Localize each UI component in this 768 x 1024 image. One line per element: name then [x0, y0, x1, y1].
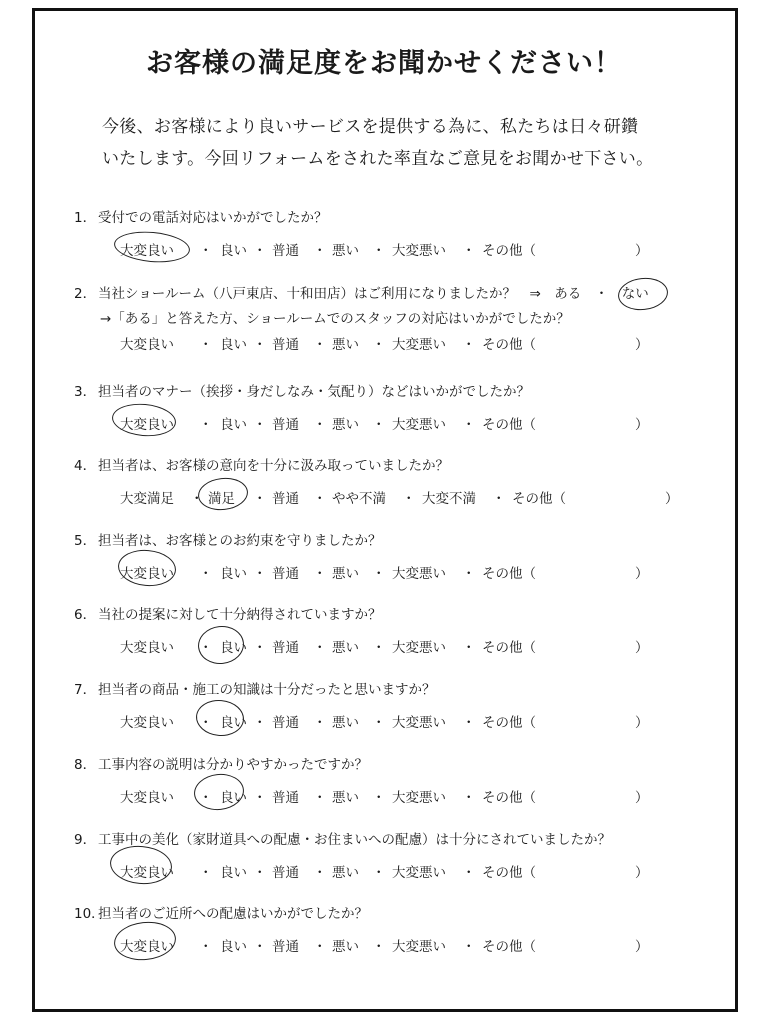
other-paren-close: ）: [635, 337, 649, 353]
answer-option[interactable]: 悪い: [332, 640, 359, 656]
option-separator: ・: [313, 491, 327, 507]
answer-option[interactable]: 大変良い: [120, 939, 174, 955]
answer-option[interactable]: 大変悪い: [392, 640, 446, 656]
answer-option[interactable]: 大変良い: [120, 337, 174, 353]
other-paren-close: ）: [665, 491, 679, 507]
answer-option[interactable]: 大変良い: [120, 865, 174, 881]
option-separator: ・: [462, 865, 476, 881]
answer-option[interactable]: 良い: [220, 865, 247, 881]
option-separator: ・: [372, 337, 386, 353]
question-7: [74, 680, 436, 700]
answer-option[interactable]: その他（: [482, 790, 536, 806]
answer-option[interactable]: その他（: [482, 243, 536, 259]
question-2: [74, 284, 649, 304]
answer-option[interactable]: 普通: [272, 417, 299, 433]
question-5-options: [120, 564, 680, 584]
question-number: 1．: [74, 210, 97, 226]
answer-option[interactable]: 大変悪い: [392, 243, 446, 259]
question-8: [74, 755, 368, 775]
question-6: [74, 605, 382, 625]
option-separator: ・: [462, 790, 476, 806]
option-separator: ・: [372, 939, 386, 955]
question-text: 担当者の商品・施工の知識は十分だったと思いますか？: [98, 682, 436, 698]
answer-option[interactable]: その他（: [512, 491, 566, 507]
answer-option[interactable]: 良い: [220, 939, 247, 955]
answer-option[interactable]: その他（: [482, 566, 536, 582]
question-1-options: [120, 241, 680, 261]
answer-option[interactable]: 普通: [272, 640, 299, 656]
other-paren-close: ）: [635, 566, 649, 582]
question-4-options: [120, 489, 680, 509]
question-number: 2．: [74, 286, 97, 302]
question-text: 工事内容の説明は分かりやすかったですか？: [98, 757, 368, 773]
option-separator: ・: [462, 640, 476, 656]
question-text: 当社の提案に対して十分納得されていますか？: [98, 607, 382, 623]
other-paren-close: ）: [635, 417, 649, 433]
option-separator: ・: [199, 243, 213, 259]
answer-option[interactable]: 大変満足: [120, 491, 174, 507]
answer-option[interactable]: 悪い: [332, 939, 359, 955]
option-separator: ・: [253, 417, 267, 433]
option-separator: ・: [372, 566, 386, 582]
answer-option[interactable]: 大変悪い: [392, 417, 446, 433]
option-separator: ・: [253, 939, 267, 955]
question-2-options: [120, 335, 680, 355]
answer-option[interactable]: 普通: [272, 865, 299, 881]
question-3-options: [120, 415, 680, 435]
option-separator: ・: [313, 865, 327, 881]
answer-option[interactable]: 大変良い: [120, 243, 174, 259]
answer-option[interactable]: その他（: [482, 715, 536, 731]
question-2-followup: →「ある」と答えた方、ショールームでのスタッフの対応はいかがでしたか？: [100, 311, 570, 327]
option-separator: ・: [372, 715, 386, 731]
question-number: 9．: [74, 832, 97, 848]
other-paren-close: ）: [635, 640, 649, 656]
option-separator: ・: [253, 491, 267, 507]
question-number: 8．: [74, 757, 97, 773]
answer-option[interactable]: 満足: [208, 491, 235, 507]
question-3: [74, 382, 530, 402]
answer-option[interactable]: 良い: [220, 337, 247, 353]
answer-option[interactable]: 悪い: [332, 243, 359, 259]
option-separator: ・: [253, 790, 267, 806]
option-separator: ・: [253, 337, 267, 353]
answer-option[interactable]: その他（: [482, 865, 536, 881]
answer-option[interactable]: 普通: [272, 337, 299, 353]
question-1: [74, 208, 328, 228]
option-separator: ・: [372, 243, 386, 259]
question-8-options: [120, 788, 680, 808]
option-separator: ・: [313, 790, 327, 806]
option-separator: ・: [199, 790, 213, 806]
question-number: 7．: [74, 682, 97, 698]
question-6-options: [120, 638, 680, 658]
answer-option[interactable]: 大変悪い: [392, 566, 446, 582]
question-4: [74, 456, 449, 476]
answer-option[interactable]: その他（: [482, 640, 536, 656]
option-separator: ・: [462, 417, 476, 433]
option-separator: ・: [199, 337, 213, 353]
option-separator: ・: [253, 243, 267, 259]
option-separator: ・: [402, 491, 416, 507]
answer-option[interactable]: 悪い: [332, 566, 359, 582]
question-text: 担当者は、お客様とのお約束を守りましたか？: [98, 533, 382, 549]
answer-option[interactable]: 悪い: [332, 865, 359, 881]
question-number: 4．: [74, 458, 97, 474]
question-number: 6．: [74, 607, 97, 623]
option-separator: ・: [372, 640, 386, 656]
question-text: 受付での電話対応はいかがでしたか？: [98, 210, 328, 226]
question-text: 工事中の美化（家財道具への配慮・お住まいへの配慮）は十分にされていましたか？: [98, 832, 611, 848]
option-separator: ・: [199, 865, 213, 881]
question-text: 担当者のマナー（挨拶・身だしなみ・気配り）などはいかがでしたか？: [98, 384, 530, 400]
option-separator: ・: [253, 715, 267, 731]
question-5: [74, 531, 382, 551]
answer-option[interactable]: 大変良い: [120, 790, 174, 806]
answer-option[interactable]: その他（: [482, 337, 536, 353]
option-separator: ・: [462, 566, 476, 582]
answer-option[interactable]: 良い: [220, 715, 247, 731]
answer-option[interactable]: 良い: [220, 790, 247, 806]
answer-option[interactable]: 大変良い: [120, 417, 174, 433]
answer-option[interactable]: その他（: [482, 939, 536, 955]
option-separator: ・: [372, 417, 386, 433]
option-separator: ・: [313, 715, 327, 731]
option-separator: ・: [313, 939, 327, 955]
question-text: 当社ショールーム（八戸東店、十和田店）はご利用になりましたか？ ⇒ ある ・ ない: [98, 286, 649, 302]
answer-option[interactable]: 大変不満: [422, 491, 476, 507]
option-separator: ・: [313, 640, 327, 656]
option-separator: ・: [462, 715, 476, 731]
option-separator: ・: [190, 491, 204, 507]
question-text: 担当者のご近所への配慮はいかがでしたか？: [98, 906, 368, 922]
other-paren-close: ）: [635, 243, 649, 259]
option-separator: ・: [372, 865, 386, 881]
answer-option[interactable]: 悪い: [332, 417, 359, 433]
option-separator: ・: [199, 939, 213, 955]
other-paren-close: ）: [635, 865, 649, 881]
answer-option[interactable]: 大変良い: [120, 715, 174, 731]
question-9: [74, 830, 611, 850]
answer-option[interactable]: その他（: [482, 417, 536, 433]
question-9-options: [120, 863, 680, 883]
answer-option[interactable]: 良い: [220, 417, 247, 433]
option-separator: ・: [313, 337, 327, 353]
answer-option[interactable]: 普通: [272, 939, 299, 955]
question-10-options: [120, 937, 680, 957]
answer-option[interactable]: やや不満: [332, 491, 386, 507]
option-separator: ・: [492, 491, 506, 507]
option-separator: ・: [313, 243, 327, 259]
form-title: お客様の満足度をお聞かせください！: [146, 48, 622, 79]
answer-option[interactable]: 良い: [220, 243, 247, 259]
question-7-options: [120, 713, 680, 733]
question-number: 5．: [74, 533, 97, 549]
question-number: 10．: [74, 906, 105, 922]
answer-option[interactable]: 大変悪い: [392, 337, 446, 353]
answer-option[interactable]: 大変悪い: [392, 715, 446, 731]
other-paren-close: ）: [635, 939, 649, 955]
option-separator: ・: [253, 640, 267, 656]
answer-option[interactable]: 普通: [272, 715, 299, 731]
answer-option[interactable]: 大変良い: [120, 640, 174, 656]
answer-option[interactable]: 良い: [220, 566, 247, 582]
option-separator: ・: [313, 566, 327, 582]
option-separator: ・: [253, 566, 267, 582]
option-separator: ・: [462, 337, 476, 353]
other-paren-close: ）: [635, 790, 649, 806]
intro-line-2: いたします。今回リフォームをされた率直なご意見をお聞かせ下さい。: [102, 149, 654, 169]
answer-option[interactable]: 悪い: [332, 715, 359, 731]
option-separator: ・: [462, 939, 476, 955]
question-number: 3．: [74, 384, 97, 400]
question-10: [74, 904, 368, 924]
answer-option[interactable]: 普通: [272, 243, 299, 259]
answer-option[interactable]: 大変良い: [120, 566, 174, 582]
answer-option[interactable]: 大変悪い: [392, 865, 446, 881]
other-paren-close: ）: [635, 715, 649, 731]
option-separator: ・: [253, 865, 267, 881]
answer-option[interactable]: 良い: [220, 640, 247, 656]
option-separator: ・: [372, 790, 386, 806]
option-separator: ・: [199, 417, 213, 433]
answer-option[interactable]: 普通: [272, 790, 299, 806]
answer-option[interactable]: 悪い: [332, 337, 359, 353]
option-separator: ・: [199, 715, 213, 731]
answer-option[interactable]: 普通: [272, 491, 299, 507]
answer-option[interactable]: 悪い: [332, 790, 359, 806]
answer-option[interactable]: 大変悪い: [392, 790, 446, 806]
question-text: 担当者は、お客様の意向を十分に汲み取っていましたか？: [98, 458, 449, 474]
option-separator: ・: [199, 640, 213, 656]
option-separator: ・: [313, 417, 327, 433]
option-separator: ・: [199, 566, 213, 582]
option-separator: ・: [462, 243, 476, 259]
answer-option[interactable]: 大変悪い: [392, 939, 446, 955]
intro-line-1: 今後、お客様により良いサービスを提供する為に、私たちは日々研鑽: [102, 117, 639, 137]
answer-option[interactable]: 普通: [272, 566, 299, 582]
